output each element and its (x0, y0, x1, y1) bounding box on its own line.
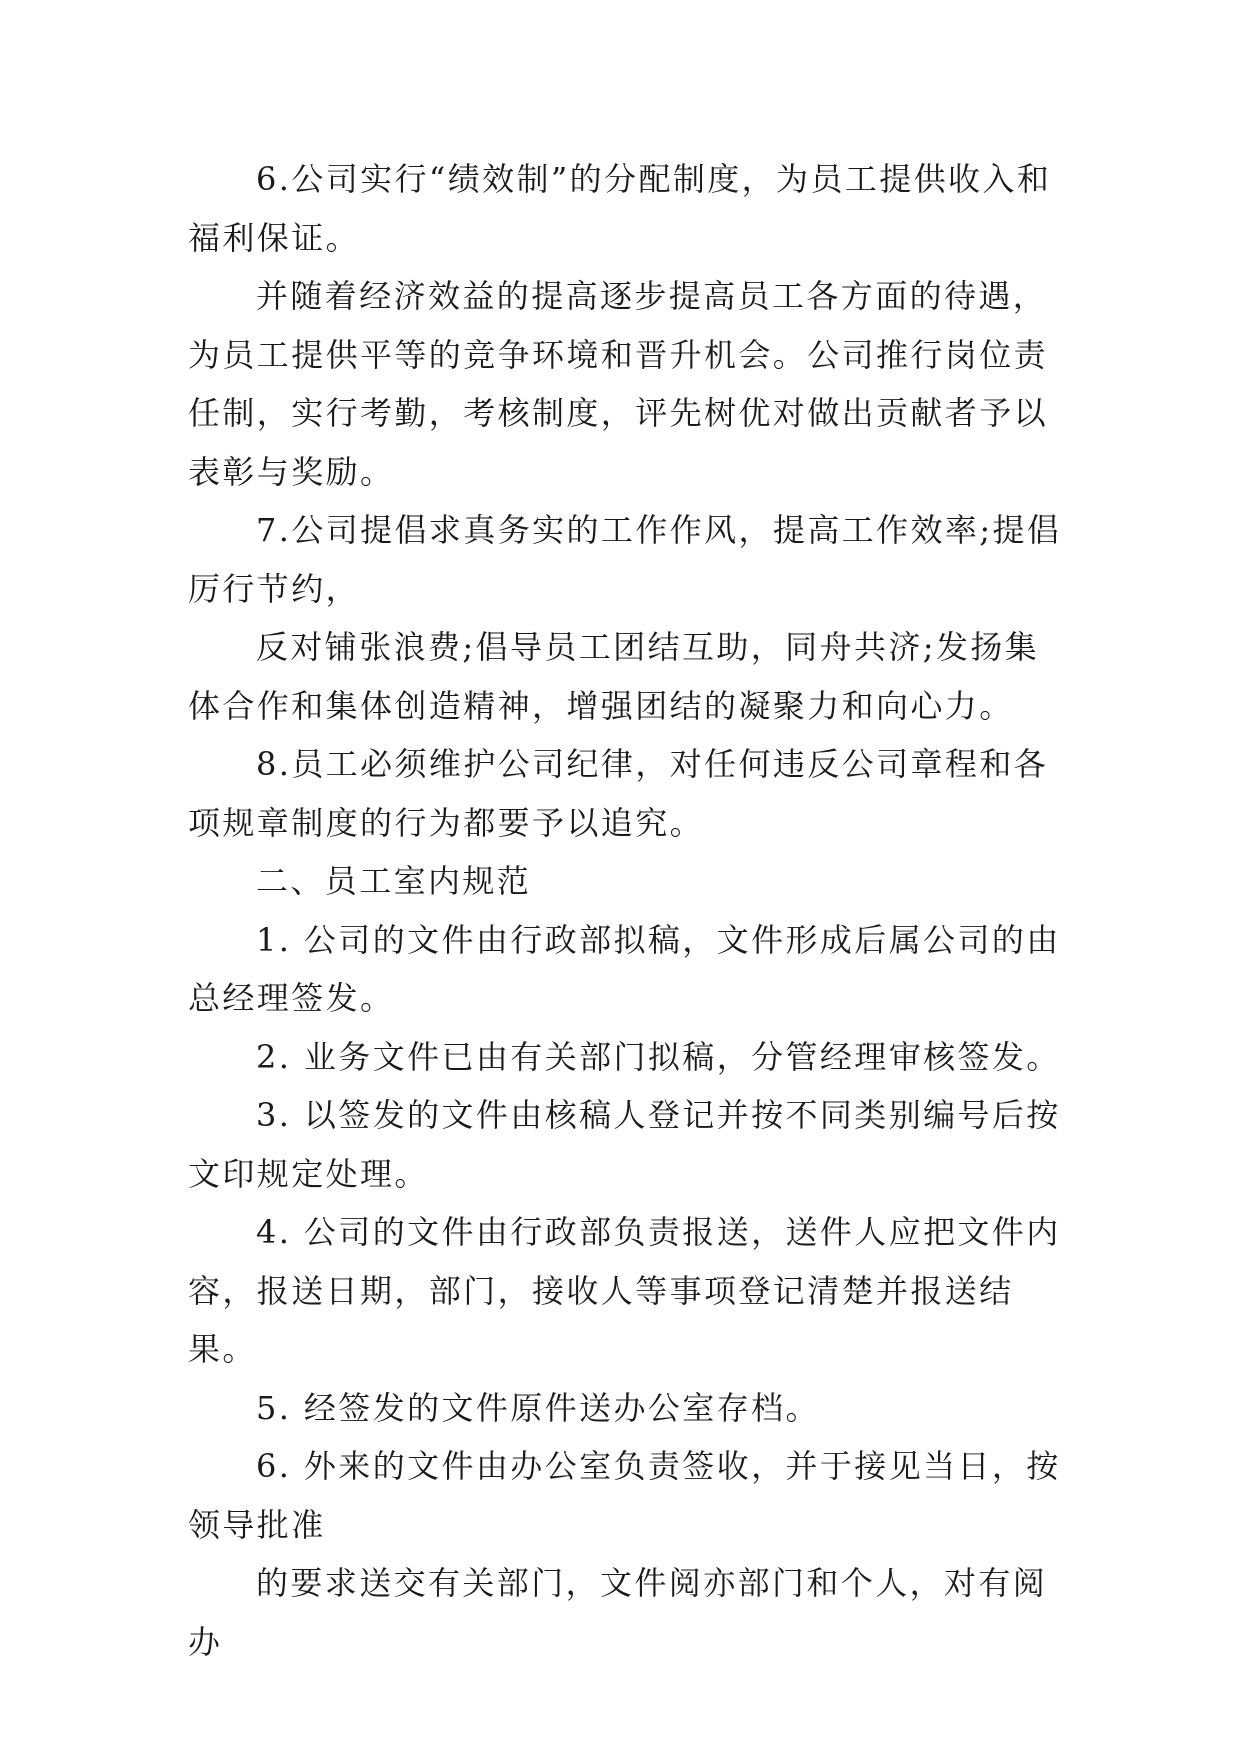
section-heading-indoor-norms: 二、员工室内规范 (256, 862, 532, 900)
paragraph-oppose-waste: 反对铺张浪费;倡导员工团结互助，同舟共济;发扬集体合作和集体创造精神，增强团结的凝聚力和向心力。 (188, 628, 1040, 725)
paragraph-7-work-style: 7.公司提倡求真务实的工作作风，提高工作效率;提倡厉行节约， (188, 511, 1062, 608)
paragraph-item-1: 1. 公司的文件由行政部拟稿，文件形成后属公司的由总经理签发。 (188, 920, 1061, 1017)
paragraph-item-5: 5. 经签发的文件原件送办公室存档。 (256, 1388, 820, 1427)
paragraph-item-6: 6. 外来的文件由办公室负责签收，并于接见当日，按领导批准 (188, 1447, 1061, 1544)
paragraph-item-3: 3. 以签发的文件由核稿人登记并按不同类别编号后按文印规定处理。 (188, 1096, 1061, 1193)
paragraph-8-discipline: 8.员工必须维护公司纪律，对任何违反公司章程和各项规章制度的行为都要予以追究。 (188, 745, 1049, 842)
paragraph-benefits-promotion: 并随着经济效益的提高逐步提高员工各方面的待遇，为员工提供平等的竞争环境和晋升机会。公司推行岗位责任制，实行考勤，考核制度，评先树优对做出贡献者予以表彰与奖励。 (188, 277, 1049, 491)
paragraph-continuation: 的要求送交有关部门，文件阅亦部门和个人，对有阅办 (188, 1564, 1048, 1661)
paragraph-item-2: 2. 业务文件已由有关部门拟稿，分管经理审核签发。 (256, 1037, 1061, 1076)
paragraph-item-4: 4. 公司的文件由行政部负责报送，送件人应把文件内容，报送日期，部门，接收人等事项登记清楚并报送结果。 (188, 1213, 1061, 1368)
paragraph-6-performance-system: 6.公司实行“绩效制”的分配制度，为员工提供收入和福利保证。 (188, 160, 1052, 257)
document-body (188, 150, 1068, 1671)
